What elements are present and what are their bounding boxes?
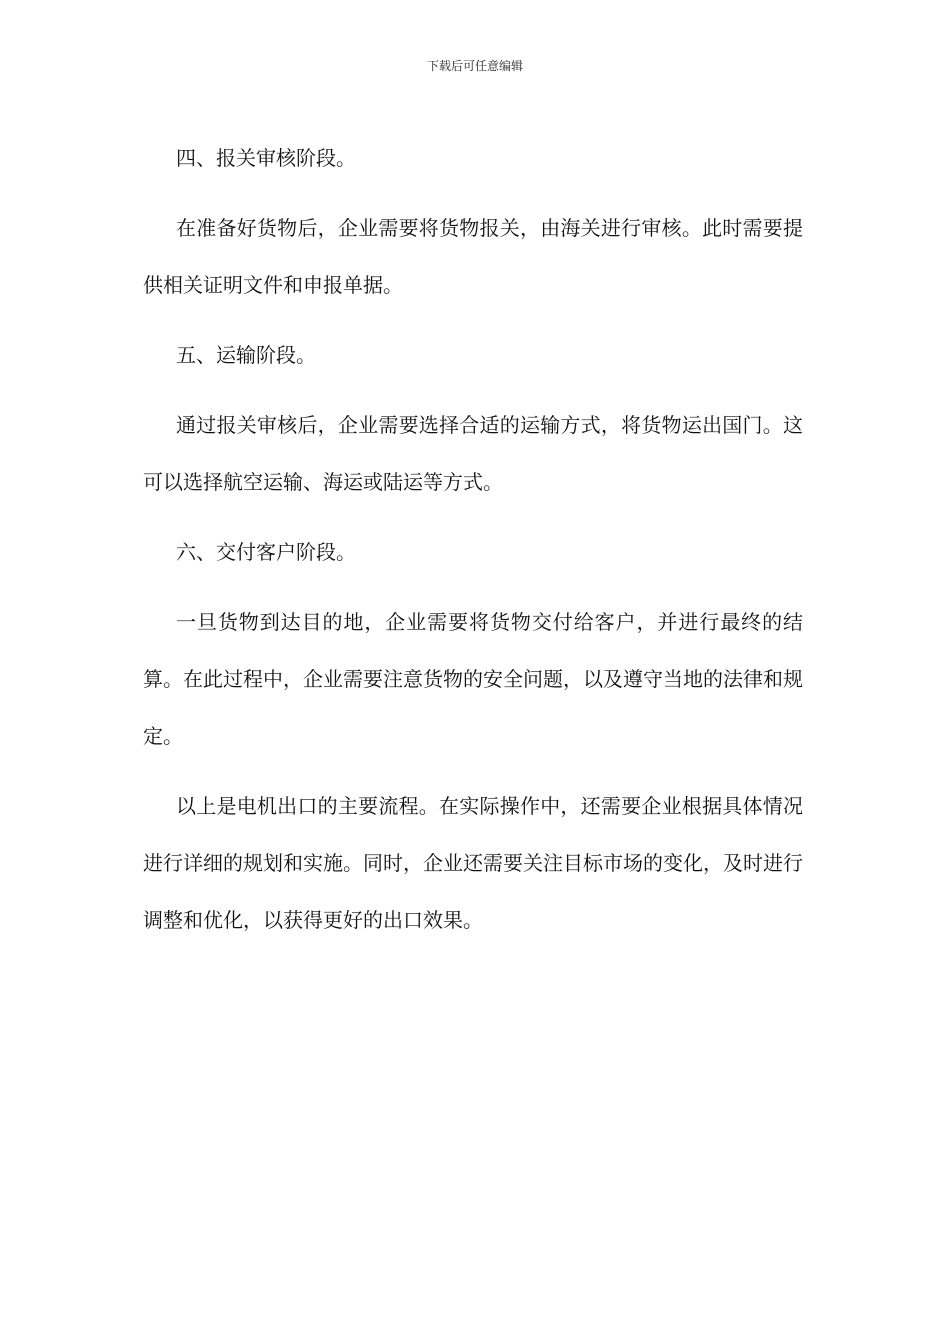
section-heading-customs-review: 四、报关审核阶段。: [176, 146, 356, 170]
section-heading-transport: 五、运输阶段。: [176, 343, 316, 367]
paragraph-delivery: 一旦货物到达目的地，企业需要将货物交付给客户，并进行最终的结算。在此过程中，企业需要注意货物的安全问题，以及遵守当地的法律和规定。: [143, 610, 803, 748]
document-body: [143, 130, 803, 962]
paragraph-transport: 通过报关审核后，企业需要选择合适的运输方式，将货物运出国门。这可以选择航空运输、海运或陆运等方式。: [143, 413, 803, 494]
paragraph-customs-review: 在准备好货物后，企业需要将货物报关，由海关进行审核。此时需要提供相关证明文件和申报单据。: [143, 216, 803, 297]
section-heading-delivery: 六、交付客户阶段。: [176, 540, 356, 564]
page-header: 下载后可任意编辑: [426, 59, 523, 73]
paragraph-summary: 以上是电机出口的主要流程。在实际操作中，还需要企业根据具体情况进行详细的规划和实施。同时，企业还需要关注目标市场的变化，及时进行调整和优化，以获得更好的出口效果。: [143, 794, 803, 932]
